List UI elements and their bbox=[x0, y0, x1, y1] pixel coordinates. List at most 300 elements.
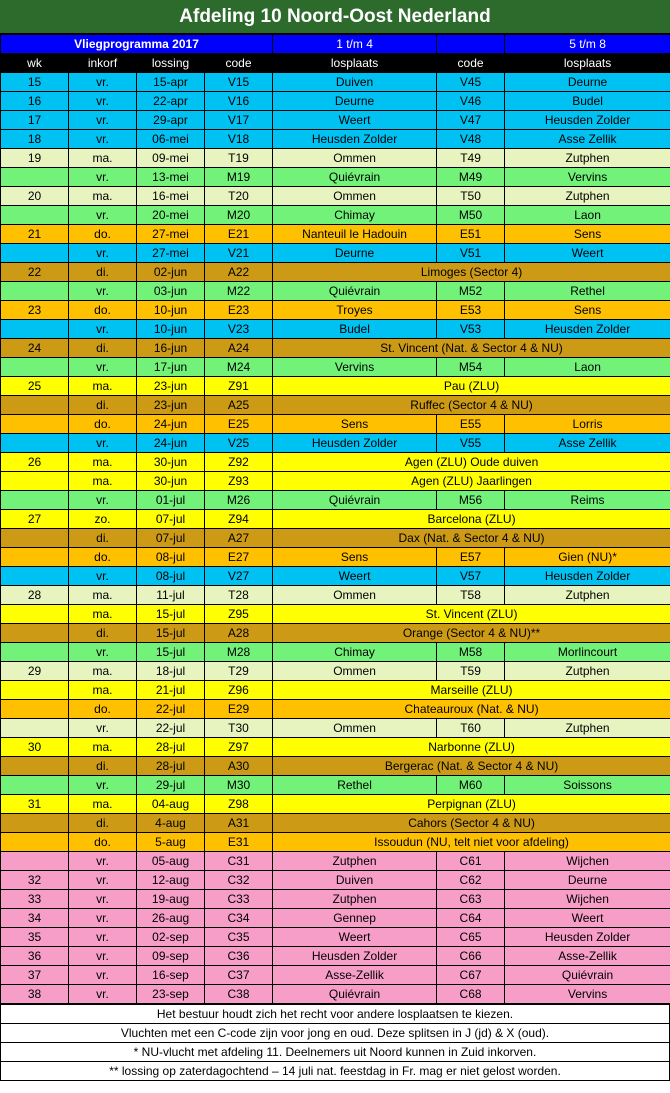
lossing-cell: 02-sep bbox=[137, 928, 205, 947]
losplaats-cell: Weert bbox=[273, 111, 437, 130]
table-row bbox=[1, 453, 670, 472]
lossing-cell: 16-jun bbox=[137, 339, 205, 358]
combined-losplaats-cell: Pau (ZLU) bbox=[273, 377, 670, 396]
losplaats-cell: Duiven bbox=[273, 871, 437, 890]
inkorf-cell: di. bbox=[69, 814, 137, 833]
week-cell: 27 bbox=[1, 510, 69, 529]
lossing-cell: 15-apr bbox=[137, 73, 205, 92]
lossing-cell: 29-jul bbox=[137, 776, 205, 795]
code-cell: V25 bbox=[205, 434, 273, 453]
lossing-cell: 22-jul bbox=[137, 700, 205, 719]
code-cell: M24 bbox=[205, 358, 273, 377]
combined-losplaats-cell: Agen (ZLU) Jaarlingen bbox=[273, 472, 670, 491]
table-row bbox=[1, 605, 670, 624]
code-cell: A24 bbox=[205, 339, 273, 358]
group1-label: 1 t/m 4 bbox=[273, 35, 437, 54]
code-cell: V18 bbox=[205, 130, 273, 149]
inkorf-cell: vr. bbox=[69, 852, 137, 871]
week-cell: 21 bbox=[1, 225, 69, 244]
code-cell: E25 bbox=[205, 415, 273, 434]
table-row bbox=[1, 434, 670, 453]
lossing-cell: 24-jun bbox=[137, 415, 205, 434]
code-cell-2: C66 bbox=[437, 947, 505, 966]
week-cell bbox=[1, 548, 69, 567]
table-row bbox=[1, 643, 670, 662]
losplaats-cell: Duiven bbox=[273, 73, 437, 92]
code-cell: E23 bbox=[205, 301, 273, 320]
code-cell: Z95 bbox=[205, 605, 273, 624]
inkorf-cell: vr. bbox=[69, 358, 137, 377]
week-cell: 17 bbox=[1, 111, 69, 130]
subtitle-row bbox=[1, 35, 670, 54]
combined-losplaats-cell: Dax (Nat. & Sector 4 & NU) bbox=[273, 529, 670, 548]
week-cell bbox=[1, 491, 69, 510]
lossing-cell: 09-mei bbox=[137, 149, 205, 168]
table-row bbox=[1, 548, 670, 567]
losplaats-cell: Quiévrain bbox=[273, 985, 437, 1004]
table-row bbox=[1, 871, 670, 890]
combined-losplaats-cell: Agen (ZLU) Oude duiven bbox=[273, 453, 670, 472]
code-cell: M22 bbox=[205, 282, 273, 301]
inkorf-cell: do. bbox=[69, 225, 137, 244]
table-row bbox=[1, 472, 670, 491]
week-cell bbox=[1, 624, 69, 643]
code-cell-2: C61 bbox=[437, 852, 505, 871]
lossing-cell: 16-mei bbox=[137, 187, 205, 206]
code-cell: T28 bbox=[205, 586, 273, 605]
inkorf-cell: vr. bbox=[69, 244, 137, 263]
losplaats-cell-2: Wijchen bbox=[505, 890, 670, 909]
code-cell-2: T60 bbox=[437, 719, 505, 738]
lossing-cell: 16-sep bbox=[137, 966, 205, 985]
lossing-cell: 24-jun bbox=[137, 434, 205, 453]
week-cell bbox=[1, 415, 69, 434]
code-cell: V27 bbox=[205, 567, 273, 586]
inkorf-cell: vr. bbox=[69, 567, 137, 586]
week-cell bbox=[1, 567, 69, 586]
lossing-cell: 27-mei bbox=[137, 225, 205, 244]
code-cell: Z97 bbox=[205, 738, 273, 757]
week-cell: 23 bbox=[1, 301, 69, 320]
lossing-cell: 11-jul bbox=[137, 586, 205, 605]
code-cell: A25 bbox=[205, 396, 273, 415]
code-cell-2: M50 bbox=[437, 206, 505, 225]
combined-losplaats-cell: Marseille (ZLU) bbox=[273, 681, 670, 700]
lossing-cell: 30-jun bbox=[137, 453, 205, 472]
week-cell: 20 bbox=[1, 187, 69, 206]
inkorf-cell: vr. bbox=[69, 719, 137, 738]
losplaats-cell: Heusden Zolder bbox=[273, 434, 437, 453]
week-cell bbox=[1, 282, 69, 301]
losplaats-cell: Ommen bbox=[273, 662, 437, 681]
week-cell: 24 bbox=[1, 339, 69, 358]
inkorf-cell: vr. bbox=[69, 985, 137, 1004]
losplaats-cell-2: Budel bbox=[505, 92, 670, 111]
losplaats-cell: Heusden Zolder bbox=[273, 947, 437, 966]
note-row bbox=[1, 1043, 670, 1062]
code-cell-2: M58 bbox=[437, 643, 505, 662]
lossing-cell: 15-jul bbox=[137, 643, 205, 662]
code-cell-2: T58 bbox=[437, 586, 505, 605]
lossing-cell: 23-jun bbox=[137, 396, 205, 415]
code-cell-2: T49 bbox=[437, 149, 505, 168]
code-cell: Z92 bbox=[205, 453, 273, 472]
losplaats-cell: Weert bbox=[273, 567, 437, 586]
lossing-cell: 22-apr bbox=[137, 92, 205, 111]
code-cell: V16 bbox=[205, 92, 273, 111]
week-cell: 36 bbox=[1, 947, 69, 966]
code-cell: C34 bbox=[205, 909, 273, 928]
code-cell: A28 bbox=[205, 624, 273, 643]
losplaats-cell: Vervins bbox=[273, 358, 437, 377]
combined-losplaats-cell: Barcelona (ZLU) bbox=[273, 510, 670, 529]
inkorf-cell: vr. bbox=[69, 206, 137, 225]
lossing-cell: 10-jun bbox=[137, 320, 205, 339]
code-cell: C35 bbox=[205, 928, 273, 947]
header-inkorf: inkorf bbox=[69, 54, 137, 73]
losplaats-cell-2: Morlincourt bbox=[505, 643, 670, 662]
losplaats-cell: Quiévrain bbox=[273, 282, 437, 301]
inkorf-cell: vr. bbox=[69, 947, 137, 966]
losplaats-cell-2: Heusden Zolder bbox=[505, 111, 670, 130]
week-cell bbox=[1, 700, 69, 719]
code-cell: M30 bbox=[205, 776, 273, 795]
header-code-2: code bbox=[437, 54, 505, 73]
week-cell: 25 bbox=[1, 377, 69, 396]
code-cell-2: V46 bbox=[437, 92, 505, 111]
code-cell-2: V47 bbox=[437, 111, 505, 130]
lossing-cell: 04-aug bbox=[137, 795, 205, 814]
table-row bbox=[1, 586, 670, 605]
schedule-table bbox=[0, 34, 670, 1004]
lossing-cell: 19-aug bbox=[137, 890, 205, 909]
losplaats-cell: Sens bbox=[273, 415, 437, 434]
code-cell: T20 bbox=[205, 187, 273, 206]
code-cell: V17 bbox=[205, 111, 273, 130]
losplaats-cell: Zutphen bbox=[273, 852, 437, 871]
inkorf-cell: do. bbox=[69, 700, 137, 719]
table-row bbox=[1, 111, 670, 130]
week-cell bbox=[1, 396, 69, 415]
table-row bbox=[1, 890, 670, 909]
header-code: code bbox=[205, 54, 273, 73]
table-row bbox=[1, 187, 670, 206]
week-cell bbox=[1, 719, 69, 738]
inkorf-cell: ma. bbox=[69, 662, 137, 681]
table-row bbox=[1, 947, 670, 966]
losplaats-cell: Deurne bbox=[273, 92, 437, 111]
week-cell bbox=[1, 244, 69, 263]
code-cell-2: V57 bbox=[437, 567, 505, 586]
lossing-cell: 02-jun bbox=[137, 263, 205, 282]
table-row bbox=[1, 339, 670, 358]
inkorf-cell: di. bbox=[69, 339, 137, 358]
losplaats-cell: Ommen bbox=[273, 719, 437, 738]
table-row bbox=[1, 491, 670, 510]
lossing-cell: 08-jul bbox=[137, 567, 205, 586]
code-cell: C38 bbox=[205, 985, 273, 1004]
lossing-cell: 28-jul bbox=[137, 738, 205, 757]
week-cell bbox=[1, 776, 69, 795]
losplaats-cell-2: Zutphen bbox=[505, 586, 670, 605]
losplaats-cell-2: Zutphen bbox=[505, 149, 670, 168]
code-cell-2: C67 bbox=[437, 966, 505, 985]
code-cell: E31 bbox=[205, 833, 273, 852]
lossing-cell: 12-aug bbox=[137, 871, 205, 890]
inkorf-cell: ma. bbox=[69, 453, 137, 472]
code-cell-2: M52 bbox=[437, 282, 505, 301]
losplaats-cell: Weert bbox=[273, 928, 437, 947]
code-cell-2: E55 bbox=[437, 415, 505, 434]
code-cell: T19 bbox=[205, 149, 273, 168]
week-cell: 35 bbox=[1, 928, 69, 947]
code-cell-2: C62 bbox=[437, 871, 505, 890]
code-cell: A22 bbox=[205, 263, 273, 282]
week-cell: 18 bbox=[1, 130, 69, 149]
lossing-cell: 05-aug bbox=[137, 852, 205, 871]
table-row bbox=[1, 814, 670, 833]
table-row bbox=[1, 719, 670, 738]
code-cell: C37 bbox=[205, 966, 273, 985]
inkorf-cell: vr. bbox=[69, 491, 137, 510]
losplaats-cell-2: Vervins bbox=[505, 985, 670, 1004]
inkorf-cell: ma. bbox=[69, 605, 137, 624]
table-row bbox=[1, 624, 670, 643]
losplaats-cell-2: Deurne bbox=[505, 871, 670, 890]
header-lossing: lossing bbox=[137, 54, 205, 73]
table-row bbox=[1, 358, 670, 377]
losplaats-cell: Ommen bbox=[273, 187, 437, 206]
code-cell: E21 bbox=[205, 225, 273, 244]
inkorf-cell: ma. bbox=[69, 149, 137, 168]
table-row bbox=[1, 776, 670, 795]
losplaats-cell-2: Heusden Zolder bbox=[505, 567, 670, 586]
code-cell-2: T50 bbox=[437, 187, 505, 206]
losplaats-cell: Nanteuil le Hadouin bbox=[273, 225, 437, 244]
code-cell: A30 bbox=[205, 757, 273, 776]
lossing-cell: 30-jun bbox=[137, 472, 205, 491]
combined-losplaats-cell: Orange (Sector 4 & NU)** bbox=[273, 624, 670, 643]
code-cell: C33 bbox=[205, 890, 273, 909]
code-cell-2: V48 bbox=[437, 130, 505, 149]
lossing-cell: 15-jul bbox=[137, 624, 205, 643]
week-cell: 15 bbox=[1, 73, 69, 92]
table-row bbox=[1, 738, 670, 757]
table-row bbox=[1, 301, 670, 320]
week-cell: 28 bbox=[1, 586, 69, 605]
lossing-cell: 4-aug bbox=[137, 814, 205, 833]
losplaats-cell-2: Sens bbox=[505, 225, 670, 244]
lossing-cell: 20-mei bbox=[137, 206, 205, 225]
table-row bbox=[1, 567, 670, 586]
week-cell bbox=[1, 852, 69, 871]
header-wk: wk bbox=[1, 54, 69, 73]
losplaats-cell-2: Zutphen bbox=[505, 719, 670, 738]
losplaats-cell: Heusden Zolder bbox=[273, 130, 437, 149]
code-cell: Z96 bbox=[205, 681, 273, 700]
table-row bbox=[1, 206, 670, 225]
losplaats-cell-2: Zutphen bbox=[505, 187, 670, 206]
inkorf-cell: vr. bbox=[69, 966, 137, 985]
table-row bbox=[1, 225, 670, 244]
code-cell-2: E57 bbox=[437, 548, 505, 567]
week-cell bbox=[1, 643, 69, 662]
week-cell bbox=[1, 529, 69, 548]
lossing-cell: 29-apr bbox=[137, 111, 205, 130]
code-cell-2: V53 bbox=[437, 320, 505, 339]
losplaats-cell-2: Zutphen bbox=[505, 662, 670, 681]
code-cell: A27 bbox=[205, 529, 273, 548]
header-losplaats: losplaats bbox=[273, 54, 437, 73]
inkorf-cell: di. bbox=[69, 396, 137, 415]
code-cell-2: C68 bbox=[437, 985, 505, 1004]
inkorf-cell: di. bbox=[69, 757, 137, 776]
week-cell: 22 bbox=[1, 263, 69, 282]
losplaats-cell-2: Sens bbox=[505, 301, 670, 320]
week-cell: 29 bbox=[1, 662, 69, 681]
inkorf-cell: vr. bbox=[69, 928, 137, 947]
code-cell: M26 bbox=[205, 491, 273, 510]
week-cell bbox=[1, 833, 69, 852]
group2-label: 5 t/m 8 bbox=[505, 35, 670, 54]
table-row bbox=[1, 73, 670, 92]
week-cell bbox=[1, 358, 69, 377]
losplaats-cell: Sens bbox=[273, 548, 437, 567]
note-row bbox=[1, 1024, 670, 1043]
code-cell: M28 bbox=[205, 643, 273, 662]
header-row bbox=[1, 54, 670, 73]
losplaats-cell-2: Weert bbox=[505, 244, 670, 263]
week-cell: 19 bbox=[1, 149, 69, 168]
inkorf-cell: ma. bbox=[69, 738, 137, 757]
week-cell: 16 bbox=[1, 92, 69, 111]
page-title: Afdeling 10 Noord-Oost Nederland bbox=[0, 0, 670, 34]
code-cell: T30 bbox=[205, 719, 273, 738]
inkorf-cell: di. bbox=[69, 263, 137, 282]
losplaats-cell-2: Soissons bbox=[505, 776, 670, 795]
lossing-cell: 09-sep bbox=[137, 947, 205, 966]
code-cell: E29 bbox=[205, 700, 273, 719]
lossing-cell: 23-sep bbox=[137, 985, 205, 1004]
inkorf-cell: vr. bbox=[69, 111, 137, 130]
note-text: Het bestuur houdt zich het recht voor andere losplaatsen te kiezen. bbox=[1, 1005, 670, 1024]
week-cell: 26 bbox=[1, 453, 69, 472]
table-row bbox=[1, 320, 670, 339]
code-cell: A31 bbox=[205, 814, 273, 833]
losplaats-cell-2: Laon bbox=[505, 206, 670, 225]
code-cell: Z98 bbox=[205, 795, 273, 814]
losplaats-cell: Ommen bbox=[273, 149, 437, 168]
losplaats-cell-2: Asse Zellik bbox=[505, 434, 670, 453]
losplaats-cell-2: Heusden Zolder bbox=[505, 928, 670, 947]
losplaats-cell-2: Weert bbox=[505, 909, 670, 928]
inkorf-cell: vr. bbox=[69, 73, 137, 92]
inkorf-cell: zo. bbox=[69, 510, 137, 529]
code-cell-2: E51 bbox=[437, 225, 505, 244]
losplaats-cell-2: Laon bbox=[505, 358, 670, 377]
losplaats-cell: Deurne bbox=[273, 244, 437, 263]
losplaats-cell: Rethel bbox=[273, 776, 437, 795]
table-row bbox=[1, 149, 670, 168]
lossing-cell: 27-mei bbox=[137, 244, 205, 263]
inkorf-cell: vr. bbox=[69, 320, 137, 339]
lossing-cell: 5-aug bbox=[137, 833, 205, 852]
inkorf-cell: ma. bbox=[69, 377, 137, 396]
inkorf-cell: vr. bbox=[69, 909, 137, 928]
code-cell-2: E53 bbox=[437, 301, 505, 320]
losplaats-cell: Quiévrain bbox=[273, 168, 437, 187]
code-cell: Z94 bbox=[205, 510, 273, 529]
losplaats-cell-2: Asse-Zellik bbox=[505, 947, 670, 966]
code-cell-2: C64 bbox=[437, 909, 505, 928]
table-row bbox=[1, 529, 670, 548]
inkorf-cell: di. bbox=[69, 529, 137, 548]
lossing-cell: 28-jul bbox=[137, 757, 205, 776]
table-row bbox=[1, 966, 670, 985]
table-row bbox=[1, 757, 670, 776]
combined-losplaats-cell: Bergerac (Nat. & Sector 4 & NU) bbox=[273, 757, 670, 776]
inkorf-cell: ma. bbox=[69, 472, 137, 491]
code-cell-2: C65 bbox=[437, 928, 505, 947]
losplaats-cell-2: Quiévrain bbox=[505, 966, 670, 985]
losplaats-cell-2: Gien (NU)* bbox=[505, 548, 670, 567]
lossing-cell: 18-jul bbox=[137, 662, 205, 681]
week-cell bbox=[1, 757, 69, 776]
losplaats-cell: Chimay bbox=[273, 643, 437, 662]
week-cell bbox=[1, 434, 69, 453]
inkorf-cell: di. bbox=[69, 624, 137, 643]
table-row bbox=[1, 700, 670, 719]
losplaats-cell: Asse-Zellik bbox=[273, 966, 437, 985]
inkorf-cell: vr. bbox=[69, 434, 137, 453]
table-row bbox=[1, 795, 670, 814]
table-row bbox=[1, 377, 670, 396]
inkorf-cell: ma. bbox=[69, 681, 137, 700]
note-row bbox=[1, 1005, 670, 1024]
table-row bbox=[1, 263, 670, 282]
inkorf-cell: vr. bbox=[69, 871, 137, 890]
code-cell: M19 bbox=[205, 168, 273, 187]
inkorf-cell: vr. bbox=[69, 168, 137, 187]
combined-losplaats-cell: Issoudun (NU, telt niet voor afdeling) bbox=[273, 833, 670, 852]
week-cell: 33 bbox=[1, 890, 69, 909]
notes-table bbox=[0, 1004, 670, 1081]
code-cell-2: C63 bbox=[437, 890, 505, 909]
combined-losplaats-cell: Chateauroux (Nat. & NU) bbox=[273, 700, 670, 719]
code-cell: V23 bbox=[205, 320, 273, 339]
combined-losplaats-cell: Narbonne (ZLU) bbox=[273, 738, 670, 757]
losplaats-cell-2: Rethel bbox=[505, 282, 670, 301]
code-cell: C32 bbox=[205, 871, 273, 890]
table-row bbox=[1, 168, 670, 187]
losplaats-cell: Chimay bbox=[273, 206, 437, 225]
table-row bbox=[1, 244, 670, 263]
code-cell-2: M49 bbox=[437, 168, 505, 187]
code-cell: M20 bbox=[205, 206, 273, 225]
code-cell-2: M56 bbox=[437, 491, 505, 510]
losplaats-cell: Ommen bbox=[273, 586, 437, 605]
code-cell-2: M60 bbox=[437, 776, 505, 795]
code-cell: C36 bbox=[205, 947, 273, 966]
program-label: Vliegprogramma 2017 bbox=[1, 35, 273, 54]
inkorf-cell: ma. bbox=[69, 795, 137, 814]
note-row bbox=[1, 1062, 670, 1081]
table-row bbox=[1, 852, 670, 871]
code-cell: T29 bbox=[205, 662, 273, 681]
table-row bbox=[1, 282, 670, 301]
lossing-cell: 06-mei bbox=[137, 130, 205, 149]
inkorf-cell: vr. bbox=[69, 282, 137, 301]
